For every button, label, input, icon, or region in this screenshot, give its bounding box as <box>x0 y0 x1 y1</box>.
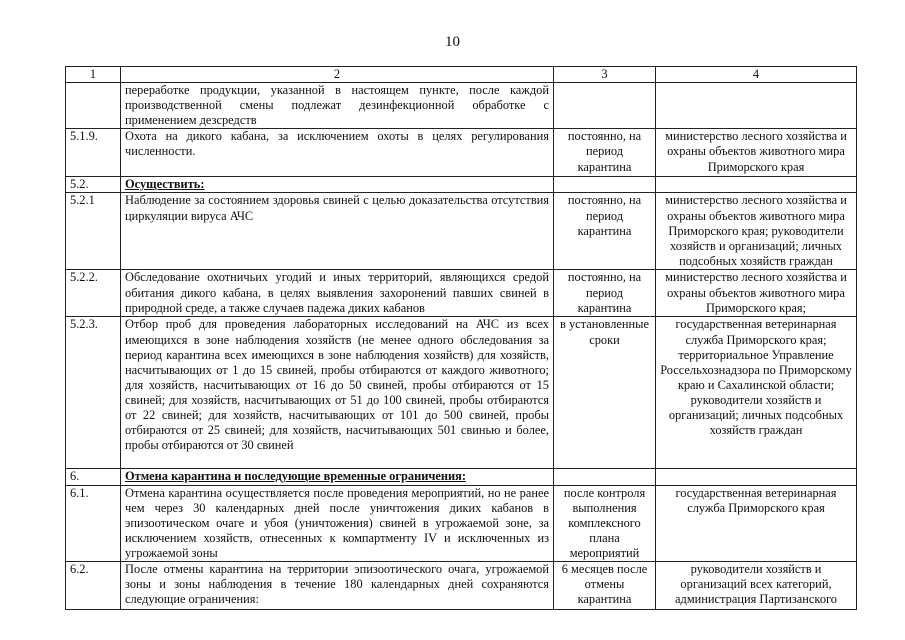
table-row <box>66 270 857 317</box>
table-row <box>66 83 857 129</box>
row-number: 5.1.9. <box>66 129 121 177</box>
row-responsible: министерство лесного хозяйства и охраны объектов животного мира Приморского края; руководители хозяйств и организаций; личных подсобных хозяйств граждан <box>656 193 857 270</box>
row-responsible: руководители хозяйств и организаций всех категорий, администрация Партизанского <box>656 562 857 610</box>
row-term: в установленные сроки <box>554 317 656 469</box>
row-term: после контроля выполнения комплексного плана мероприятий <box>554 485 656 561</box>
row-number: 6. <box>66 469 121 485</box>
section-row <box>66 469 857 485</box>
section-row <box>66 177 857 193</box>
table-row <box>66 317 857 469</box>
section-title: Осуществить: <box>121 177 554 193</box>
row-responsible: министерство лесного хозяйства и охраны объектов животного мира Приморского края; <box>656 270 857 317</box>
row-text: Охота на дикого кабана, за исключением охоты в целях регулирования численности. <box>121 129 554 177</box>
header-col-4: 4 <box>656 67 857 83</box>
section-title: Отмена карантина и последующие временные ограничения: <box>121 469 554 485</box>
row-number: 5.2.2. <box>66 270 121 317</box>
row-text: Наблюдение за состоянием здоровья свиней с целью доказательства отсутствия циркуляции вируса АЧС <box>121 193 554 270</box>
table-row <box>66 129 857 177</box>
row-term <box>554 177 656 193</box>
row-number: 5.2. <box>66 177 121 193</box>
row-number: 5.2.1 <box>66 193 121 270</box>
header-col-2: 2 <box>121 67 554 83</box>
table-header-row <box>66 67 857 83</box>
row-text: Отбор проб для проведения лабораторных исследований на АЧС из всех имеющихся в зоне наблюдения хозяйств (не менее одного обследования за период карантина всех имеющихся в зоне наблюдения хозяйств) для хозяйств, насчитывающих от 1 до 15 свиней, пробы отбираются от каждого животного; для хозяйств, насчитывающих от 16 до 50 свиней, пробы отбираются от 15 свиней; для хозяйств, насчитывающих от 51 до 100 свиней, пробы отбираются от 22 свиней; для хозяйств, насчитывающих от 101 до 500 свиней, пробы отбираются от 25 свиней; для хозяйств, насчитывающих 501 свинью и более, пробы отбираются от 30 свиней <box>121 317 554 469</box>
row-responsible <box>656 83 857 129</box>
row-term: 6 месяцев после отмены карантина <box>554 562 656 610</box>
measures-table <box>65 66 857 610</box>
row-term: постоянно, на период карантина <box>554 129 656 177</box>
row-text: После отмены карантина на территории эпизоотического очага, угрожаемой зоны и зоны наблюдения в течение 180 календарных дней сохраняются следующие ограничения: <box>121 562 554 610</box>
table-row <box>66 193 857 270</box>
row-responsible: министерство лесного хозяйства и охраны объектов животного мира Приморского края <box>656 129 857 177</box>
table-row <box>66 485 857 561</box>
row-responsible <box>656 469 857 485</box>
row-text: Отмена карантина осуществляется после проведения мероприятий, но не ранее чем через 30 календарных дней после уничтожения диких кабанов в эпизоотическом очаге и убоя (уничтожения) свиней в угрожаемой зоне, за исключением хозяйств, отнесенных к компартменту IV и исключенных из угрожаемой зоны <box>121 485 554 561</box>
row-term: постоянно, на период карантина <box>554 193 656 270</box>
row-text: переработке продукции, указанной в настоящем пункте, после каждой производственной смены подлежат дезинфекционной обработке с применением дезсредств <box>121 83 554 129</box>
row-number: 5.2.3. <box>66 317 121 469</box>
header-col-1: 1 <box>66 67 121 83</box>
row-term <box>554 83 656 129</box>
row-number <box>66 83 121 129</box>
row-number: 6.1. <box>66 485 121 561</box>
table-row <box>66 562 857 610</box>
row-responsible: государственная ветеринарная служба Приморского края; территориальное Управление Россельхознадзора по Приморскому краю и Сахалинской области; руководители хозяйств и организаций; личных подсобных хозяйств граждан <box>656 317 857 469</box>
row-responsible <box>656 177 857 193</box>
page-number: 10 <box>445 34 460 50</box>
row-number: 6.2. <box>66 562 121 610</box>
row-term: постоянно, на период карантина <box>554 270 656 317</box>
row-text: Обследование охотничьих угодий и иных территорий, являющихся средой обитания дикого кабана, в целях выявления захоронений павших свиней в природной среде, а также случаев падежа диких кабанов <box>121 270 554 317</box>
row-responsible: государственная ветеринарная служба Приморского края <box>656 485 857 561</box>
row-term <box>554 469 656 485</box>
header-col-3: 3 <box>554 67 656 83</box>
